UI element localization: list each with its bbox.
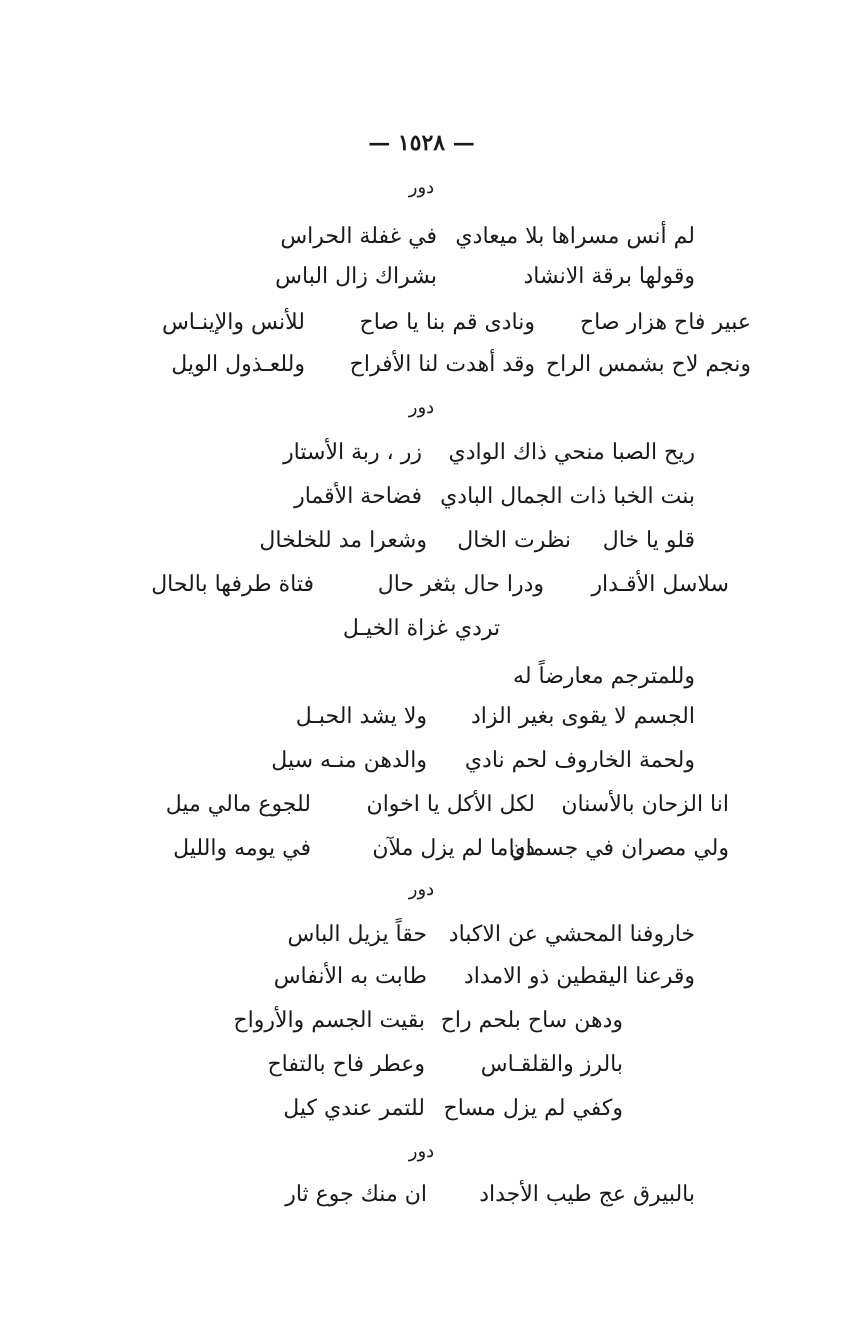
verse-line: [217, 1180, 695, 1210]
section-heading: دور: [408, 177, 435, 198]
verse-line: [105, 308, 751, 338]
verse-line: [217, 920, 695, 950]
hemistich: ان منك جوع ثار: [285, 1182, 427, 1207]
verse-line: [114, 570, 729, 600]
hemistich: فضاحة الأقمار: [294, 484, 422, 509]
hemistich: وقرعنا اليقطين ذو الامداد: [463, 964, 695, 989]
hemistich: وللعـذول الويل: [171, 352, 305, 377]
hemistich: الجسم لا يقوى بغير الزاد: [470, 704, 695, 729]
verse-line: [217, 222, 695, 252]
hemistich: خاروفنا المحشي عن الاكباد: [448, 922, 695, 947]
hemistich: بالرز والقلقـاس: [480, 1052, 623, 1077]
hemistich: سلاسل الأقـدار: [591, 572, 729, 597]
verse-line: [217, 962, 695, 992]
verse-line: [222, 482, 695, 512]
hemistich: ونجم لاح بشمس الراح: [545, 352, 751, 377]
page-number: — ١٥٢٨ —: [368, 130, 475, 156]
hemistich: انا الزحان بالأسنان: [561, 792, 729, 817]
hemistich: ريح الصبا منحي ذاك الوادي: [448, 440, 695, 465]
hemistich: قلو يا خال: [602, 528, 695, 553]
hemistich: عبير فاح هزار صاح: [579, 310, 751, 335]
hemistich: ودهن ساح بلحم راح: [440, 1008, 623, 1033]
hemistich: ولحمة الخاروف لحم نادي: [464, 748, 695, 773]
hemistich: بقيت الجسم والأرواح: [233, 1008, 425, 1033]
verse-line: [105, 350, 751, 380]
hemistich: وشعرا مد للخلخال: [259, 528, 427, 553]
verse-line: [217, 702, 695, 732]
hemistich: حقاً يزيل الباس: [287, 922, 427, 947]
hemistich: وقولها برقة الانشاد: [523, 264, 695, 289]
verse-line: [217, 746, 695, 776]
hemistich: للأنس والإينـاس: [161, 310, 305, 335]
hemistich: ولي مصران في جسمان: [509, 836, 729, 861]
hemistich: ودرا حال بثغر حال: [377, 572, 544, 597]
hemistich: بنت الخبا ذات الجمال البادي: [440, 484, 695, 509]
hemistich: فتاة طرفها بالحال: [151, 572, 314, 597]
verse-line: [217, 262, 695, 292]
hemistich: زر ، ربة الأستار: [283, 440, 422, 465]
hemistich: في يومه والليل: [173, 836, 311, 861]
hemistich: ولا يشد الحبـل: [295, 704, 427, 729]
verse-line: [225, 1094, 623, 1124]
verse-line: [237, 526, 695, 556]
hemistich: وقد أهدت لنا الأفراح: [349, 352, 535, 377]
hemistich: للتمر عندي كيل: [283, 1096, 425, 1121]
section-heading: دور: [408, 397, 435, 418]
hemistich: وكفي لم يزل مساح: [443, 1096, 623, 1121]
hemistich: للجوع مالي ميل: [165, 792, 311, 817]
section-heading: دور: [408, 1141, 435, 1162]
hemistich: لم أنس مسراها بلا ميعادي: [455, 224, 695, 249]
hemistich: ونادى قم بنا يا صاح: [359, 310, 535, 335]
verse-line: [225, 1006, 623, 1036]
verse-line: [121, 834, 729, 864]
hemistich: طابت به الأنفاس: [273, 964, 427, 989]
hemistich: دواما لم يزل ملآن: [372, 836, 535, 861]
verse-line: [222, 438, 695, 468]
refrain-line: تردي غزاة الخيـل: [342, 616, 501, 641]
hemistich: لكل الأكل يا اخوان: [366, 792, 535, 817]
hemistich: بشراك زال الباس: [275, 264, 437, 289]
section-heading: دور: [408, 879, 435, 900]
hemistich: بالبيرق عج طيب الأجداد: [479, 1182, 695, 1207]
hemistich: نظرت الخال: [457, 528, 571, 553]
translator-intro: وللمترجم معارضاً له: [513, 664, 695, 689]
verse-line: [225, 1050, 623, 1080]
hemistich: والدهن منـه سيل: [271, 748, 427, 773]
hemistich: في غفلة الحراس: [280, 224, 437, 249]
verse-line: [121, 790, 729, 820]
hemistich: وعطر فاح بالتفاح: [267, 1052, 425, 1077]
